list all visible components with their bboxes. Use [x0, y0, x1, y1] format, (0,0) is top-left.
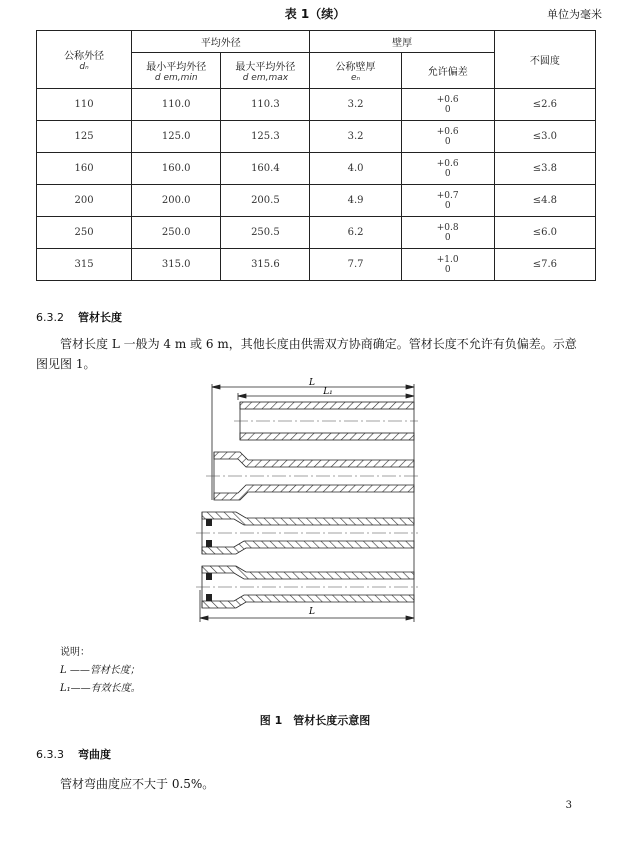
section-632-line2: 图见图 1。 — [36, 357, 96, 371]
table-row — [37, 185, 596, 217]
header-mean-od: 平均外径 — [132, 31, 310, 53]
header-wall: 壁厚 — [310, 31, 494, 53]
cell-max-mean-od: 160.4 — [221, 153, 310, 185]
cell-nominal-wall: 4.0 — [310, 153, 401, 185]
section-title: 弯曲度 — [78, 748, 111, 761]
table-body — [37, 89, 596, 281]
table-unit: 单位为毫米 — [547, 8, 602, 21]
section-title: 管材长度 — [78, 311, 122, 324]
section-633-heading — [36, 746, 111, 762]
notes-title: 说明： — [60, 647, 90, 658]
section-number: 6.3.3 — [36, 748, 64, 761]
cell-min-mean-od: 250.0 — [132, 217, 221, 249]
table-row — [37, 153, 596, 185]
cell-ovality: ≤6.0 — [494, 217, 595, 249]
table-title: 表 1（续） — [284, 7, 346, 21]
cell-min-mean-od: 125.0 — [132, 121, 221, 153]
table-row — [37, 249, 596, 281]
section-number: 6.3.2 — [36, 311, 64, 324]
gasket-socket-pipe-2 — [196, 566, 418, 608]
cell-max-mean-od: 110.3 — [221, 89, 310, 121]
table-row — [37, 217, 596, 249]
cell-nominal-wall: 4.9 — [310, 185, 401, 217]
section-633-paragraph: 管材弯曲度应不大于 0.5%。 — [60, 777, 215, 791]
cell-ovality: ≤3.8 — [494, 153, 595, 185]
header-nominal-od: 公称外径 dₙ — [37, 31, 132, 89]
pipe-length-diagram — [0, 370, 630, 630]
table-row — [37, 89, 596, 121]
cell-ovality: ≤7.6 — [494, 249, 595, 281]
cell-nominal-od: 125 — [37, 121, 132, 153]
note-L1: L₁——有效长度。 — [60, 683, 141, 694]
socket-pipe — [206, 452, 418, 500]
section-632-line1: 管材长度 L 一般为 4 m 或 6 m，其他长度由供需双方协商确定。管材长度不允许有负偏差。示意 — [60, 337, 577, 351]
cell-max-mean-od: 125.3 — [221, 121, 310, 153]
cell-tolerance: +0.6 0 — [401, 89, 494, 121]
cell-nominal-od: 160 — [37, 153, 132, 185]
gasket-socket-pipe — [196, 512, 418, 554]
page-number: 3 — [565, 800, 572, 811]
table-row — [37, 121, 596, 153]
cell-max-mean-od: 315.6 — [221, 249, 310, 281]
header-tolerance: 允许偏差 — [401, 53, 494, 89]
header-nominal-wall: 公称壁厚 eₙ — [310, 53, 401, 89]
pipe-dimension-table — [36, 30, 596, 281]
cell-tolerance: +0.6 0 — [401, 121, 494, 153]
dimension-L1: L₁ — [323, 387, 333, 397]
cell-nominal-wall: 3.2 — [310, 89, 401, 121]
note-L: L ——管材长度； — [60, 665, 140, 676]
cell-ovality: ≤2.6 — [494, 89, 595, 121]
cell-nominal-wall: 3.2 — [310, 121, 401, 153]
cell-ovality: ≤4.8 — [494, 185, 595, 217]
cell-nominal-wall: 7.7 — [310, 249, 401, 281]
cell-ovality: ≤3.0 — [494, 121, 595, 153]
cell-nominal-od: 110 — [37, 89, 132, 121]
plain-pipe — [234, 402, 418, 440]
section-632-heading — [36, 309, 122, 325]
cell-tolerance: +1.0 0 — [401, 249, 494, 281]
cell-nominal-wall: 6.2 — [310, 217, 401, 249]
cell-tolerance: +0.6 0 — [401, 153, 494, 185]
cell-min-mean-od: 200.0 — [132, 185, 221, 217]
cell-tolerance: +0.8 0 — [401, 217, 494, 249]
cell-nominal-od: 250 — [37, 217, 132, 249]
cell-max-mean-od: 250.5 — [221, 217, 310, 249]
cell-min-mean-od: 160.0 — [132, 153, 221, 185]
cell-min-mean-od: 110.0 — [132, 89, 221, 121]
header-max-mean-od: 最大平均外径 d em,max — [221, 53, 310, 89]
cell-nominal-od: 315 — [37, 249, 132, 281]
cell-max-mean-od: 200.5 — [221, 185, 310, 217]
dimension-L-top: L — [309, 378, 315, 388]
cell-tolerance: +0.7 0 — [401, 185, 494, 217]
cell-min-mean-od: 315.0 — [132, 249, 221, 281]
header-ovality: 不圆度 — [494, 31, 595, 89]
cell-nominal-od: 200 — [37, 185, 132, 217]
dimension-L-bottom: L — [309, 607, 315, 617]
header-min-mean-od: 最小平均外径 d em,min — [132, 53, 221, 89]
figure-caption: 图 1 管材长度示意图 — [259, 714, 371, 727]
